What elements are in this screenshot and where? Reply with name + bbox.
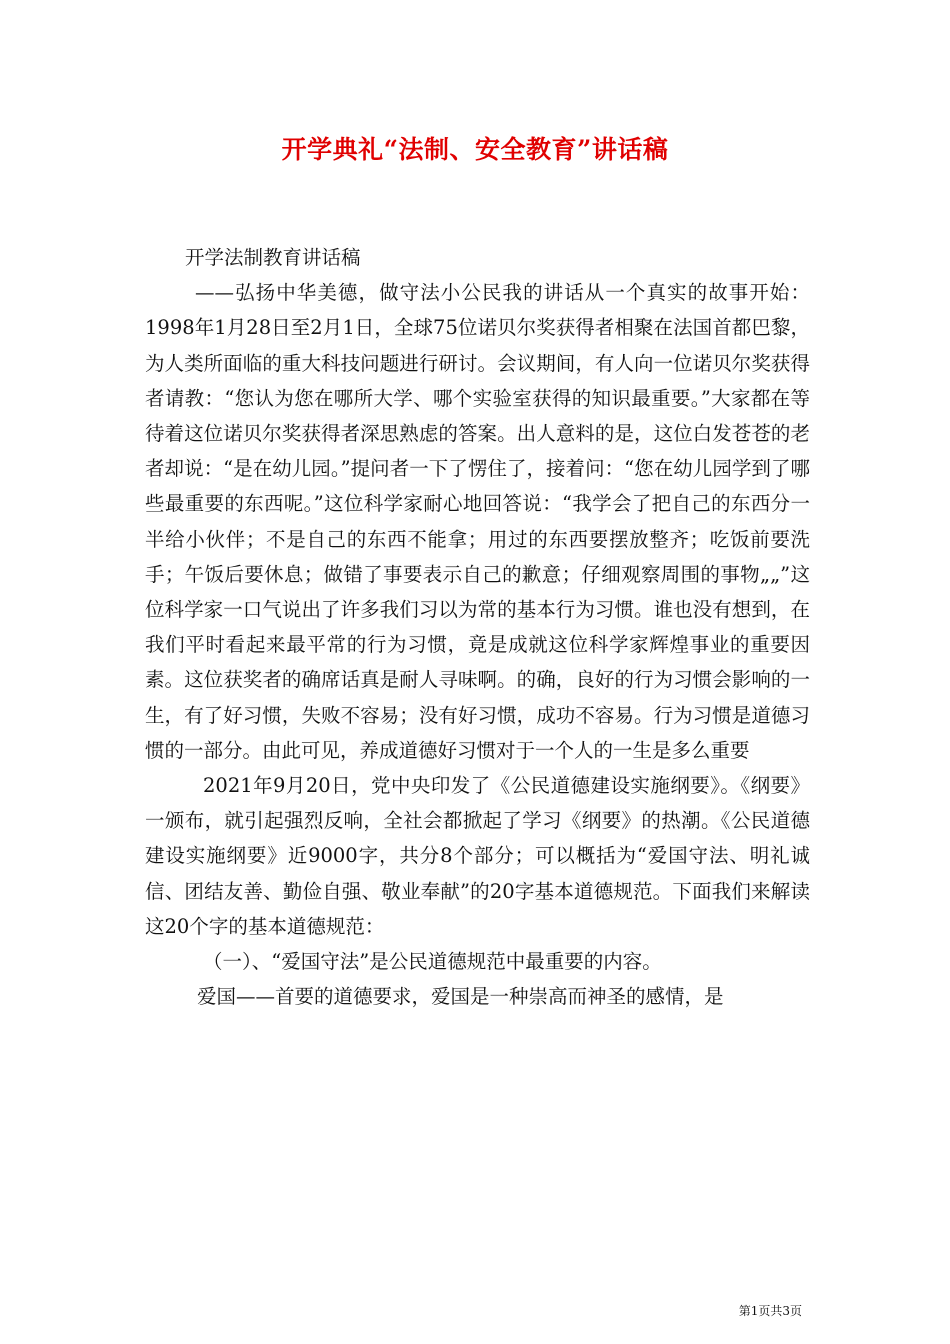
paragraph-patriotism: 爱国——首要的道德要求，爱国是一种崇高而神圣的感情，是 — [197, 985, 724, 1009]
page-number: 第1页共3页 — [738, 1304, 802, 1318]
paragraph-story: ——弘扬中华美德，做守法小公民我的讲话从一个真实的故事开始：1998年1月28日至2月1日，全球75位诺贝尔奖获得者相聚在法国首都巴黎，为人类所面临的重大科技问题进行研讨。会议期间，有人向一位诺贝尔奖获得者请教：“您认为您在哪所大学、哪个实验室获得的知识最重要。”大家都在等待着这位诺贝尔奖获得者深思熟虑的答案。出人意料的是，这位白发苍苍的老者却说：“是在幼儿园。”提问者一下了愣住了，接着问：“您在幼儿园学到了哪些最重要的东西呢。”这位科学家耐心地回答说：“我学会了把自己的东西分一半给小伙伴；不是自己的东西不能拿；用过的东西要摆放整齐；吃饭前要洗手；午饭后要休息；做错了事要表示自己的歉意；仔细观察周围的事物„„”这位科学家一口气说出了许多我们习以为常的基本行为习惯。谁也没有想到，在我们平时看起来最平常的行为习惯，竟是成就这位科学家辉煌事业的重要因素。这位获奖者的确席话真是耐人寻味啊。的确，良好的行为习惯会影响的一生，有了好习惯，失败不容易；没有好习惯，成功不容易。行为习惯是道德习惯的一部分。由此可见，养成道德好习惯对于一个人的一生是多么重要 — [145, 281, 810, 762]
page-title: 开学典礼“法制、安全教育”讲话稿 — [281, 135, 669, 164]
paragraph-section-heading: （一）、“爱国守法”是公民道德规范中最重要的内容。 — [203, 950, 662, 974]
document-subtitle: 开学法制教育讲话稿 — [185, 246, 361, 269]
paragraph-outline: 2021年9月20日，党中央印发了《公民道德建设实施纲要》。《纲要》一颁布，就引起强烈反响，全社会都掀起了学习《纲要》的热潮。《公民道德建设实施纲要》近9000字，共分8个部分；可以概括为“爱国守法、明礼诚信、团结友善、勤俭自强、敬业奉献”的20字基本道德规范。下面我们来解读这20个字的基本道德规范： — [145, 774, 810, 938]
document-body — [145, 240, 810, 1014]
